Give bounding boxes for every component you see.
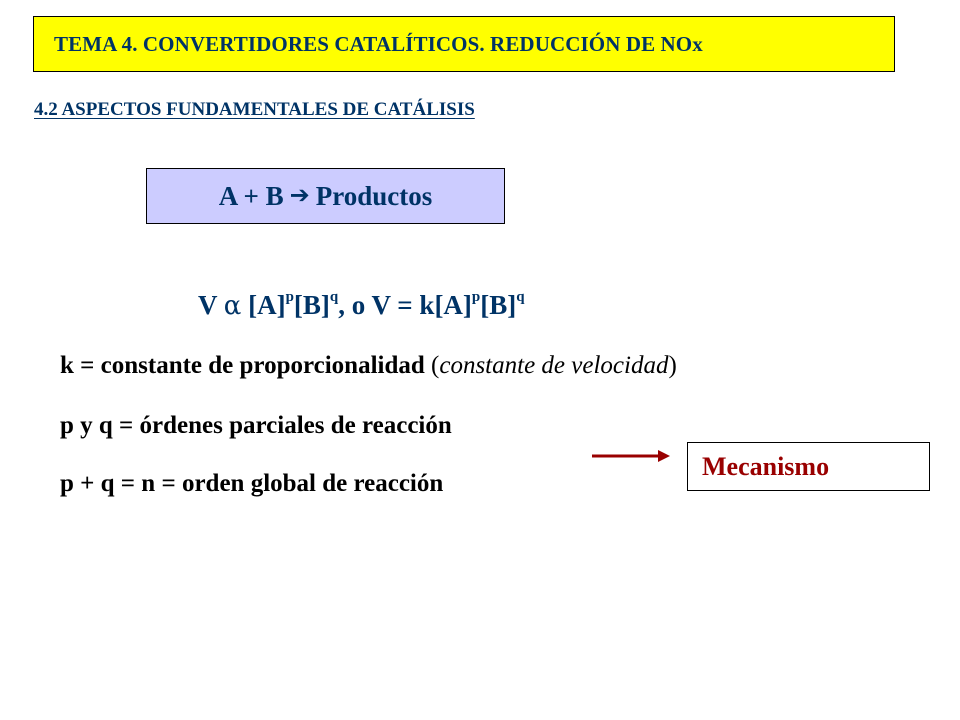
order-q-2: q: [516, 289, 525, 305]
definition-global-order: p + q = n = orden global de reacción: [60, 470, 444, 497]
mechanism-box: [687, 442, 930, 491]
products: Productos: [315, 180, 433, 211]
definition-k-italic: constante de velocidad: [439, 352, 669, 379]
conc-b-2: [B]: [480, 290, 517, 320]
conc-b: [B]: [293, 290, 330, 320]
definition-k-main: k = constante de proporcionalidad: [60, 352, 425, 379]
rate-connector: , o V = k: [338, 290, 435, 320]
rate-symbol: V: [198, 290, 218, 320]
rate-law: [198, 290, 525, 321]
paren-open: (: [424, 352, 440, 379]
definition-k: [60, 352, 677, 380]
paren-close: ): [668, 352, 677, 379]
mechanism-label: Mecanismo: [702, 451, 830, 481]
order-p: p: [285, 289, 294, 305]
right-arrow-icon: ➔: [289, 181, 310, 209]
definition-partial-orders: p y q = órdenes parciales de reacción: [60, 412, 452, 439]
conc-a: [A]: [248, 290, 286, 320]
order-p-2: p: [471, 289, 481, 305]
title-banner: [33, 16, 895, 72]
arrow-right-icon: [592, 446, 672, 466]
slide-title: TEMA 4. CONVERTIDORES CATALÍTICOS. REDUCCIÓN DE NOx: [54, 31, 703, 56]
order-q: q: [329, 289, 339, 305]
section-heading: 4.2 ASPECTOS FUNDAMENTALES DE CATÁLISIS: [34, 99, 475, 120]
conc-a-2: [A]: [434, 290, 472, 320]
proportional-symbol: α: [223, 291, 242, 321]
reaction-box: [146, 168, 505, 224]
reactants: A + B: [218, 180, 284, 211]
